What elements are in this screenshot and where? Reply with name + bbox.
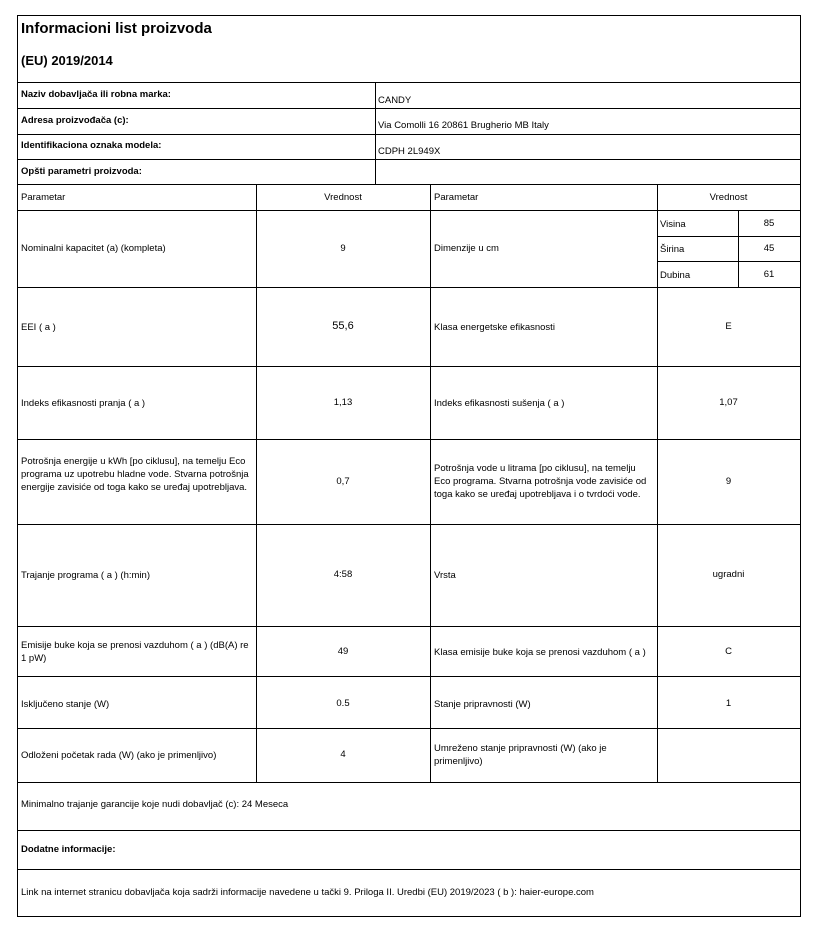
param-programme-duration: Trajanje programa ( a ) (h:min)	[21, 570, 150, 581]
column-header-parameter-right: Parametar	[434, 192, 479, 203]
dimension-value-width: 45	[763, 243, 775, 254]
product-information-sheet	[17, 15, 801, 917]
value-eei: 55,6	[332, 320, 354, 332]
model-identifier-label: Identifikaciona oznaka modela:	[21, 140, 162, 151]
supplier-name-label: Naziv dobavljača ili robna marka:	[21, 89, 171, 100]
value-programme-duration: 4:58	[333, 569, 353, 580]
value-energy-class: E	[725, 321, 732, 332]
param-noise-emission: Emisije buke koja se prenosi vazduhom ( a ) (dB(A) re 1 pW)	[21, 640, 249, 664]
param-standby-mode: Stanje pripravnosti (W)	[434, 699, 531, 710]
dimension-value-height: 85	[763, 218, 775, 229]
param-water-consumption: Potrošnja vode u litrama [po ciklusu], na temelju Eco programa. Stvarna potrošnja vode zavisiće od toga kako se uređaj upotrebljava i o tvrdoći vode.	[434, 463, 647, 500]
model-identifier-value: CDPH 2L949X	[378, 146, 441, 157]
value-delay-start: 4	[340, 749, 346, 760]
param-off-mode: Isključeno stanje (W)	[21, 699, 110, 710]
param-drying-index: Indeks efikasnosti sušenja ( a )	[434, 398, 565, 409]
supplier-address-value: Via Comolli 16 20861 Brugherio MB Italy	[378, 120, 549, 131]
param-energy-consumption: Potrošnja energije u kWh [po ciklusu], na temelju Eco programa uz upotrebu hladne vode. Stvarna potrošnja energije zavisiće od toga kako se uređaj upotrebljava.	[21, 456, 249, 493]
param-cleaning-index: Indeks efikasnosti pranja ( a )	[21, 398, 146, 409]
additional-info-label: Dodatne informacije:	[21, 844, 116, 855]
value-standby-mode: 1	[725, 698, 732, 709]
column-header-value-right: Vrednost	[709, 192, 748, 203]
value-noise-emission: 49	[337, 646, 349, 657]
supplier-address-label: Adresa proizvođača (c):	[21, 115, 129, 126]
param-type: Vrsta	[434, 570, 456, 581]
dimension-value-depth: 61	[763, 269, 775, 280]
value-rated-capacity: 9	[340, 243, 346, 254]
supplier-name-value: CANDY	[378, 95, 412, 106]
value-drying-index: 1,07	[719, 397, 738, 408]
param-delay-start: Odloženi početak rada (W) (ako je primenljivo)	[21, 750, 217, 761]
param-networked-standby: Umreženo stanje pripravnosti (W) (ako je primenljivo)	[434, 743, 607, 767]
param-eei: EEI ( a )	[21, 322, 56, 333]
value-energy-consumption: 0,7	[336, 476, 350, 487]
general-parameters-label: Opšti parametri proizvoda:	[21, 166, 142, 177]
value-noise-class: C	[725, 646, 732, 657]
warranty-info: Minimalno trajanje garancije koje nudi dobavljač (c): 24 Meseca	[21, 799, 289, 810]
param-noise-class: Klasa emisije buke koja se prenosi vazduhom ( a )	[434, 647, 646, 658]
dimension-label-height: Visina	[660, 219, 686, 230]
supplier-website-link[interactable]: Link na internet stranicu dobavljača koja sadrži informacije navedene u tački 9. Priloga II. Uredbi (EU) 2019/2023 ( b ): haier-europe.com	[21, 887, 594, 898]
column-header-value-left: Vrednost	[324, 192, 362, 203]
param-dimensions: Dimenzije u cm	[434, 243, 499, 254]
value-cleaning-index: 1,13	[333, 397, 353, 408]
column-header-parameter-left: Parametar	[21, 192, 66, 203]
value-water-consumption: 9	[725, 476, 732, 487]
param-energy-class: Klasa energetske efikasnosti	[434, 322, 555, 333]
dimension-label-width: Širina	[660, 244, 685, 255]
value-off-mode: 0.5	[336, 698, 350, 709]
value-type: ugradni	[712, 569, 745, 580]
param-rated-capacity: Nominalni kapacitet (a) (kompleta)	[21, 243, 166, 254]
dimension-label-depth: Dubina	[660, 270, 691, 281]
page-title: Informacioni list proizvoda	[21, 20, 212, 37]
regulation-reference: (EU) 2019/2014	[21, 53, 113, 68]
